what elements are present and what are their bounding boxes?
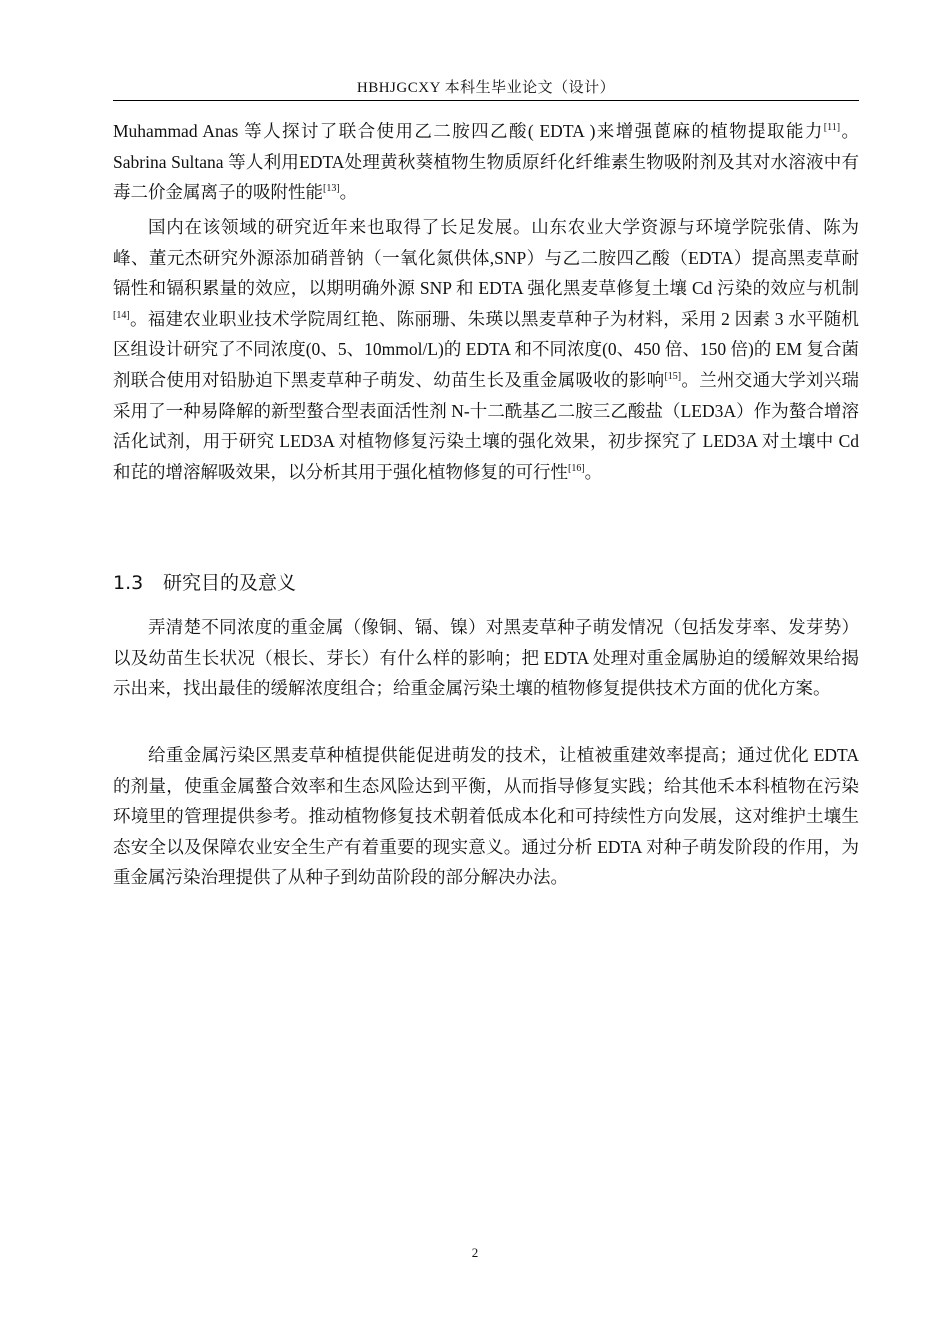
paragraph-research-purpose: 弄清楚不同浓度的重金属（像铜、镉、镍）对黑麦草种子萌发情况（包括发芽率、发芽势）以及幼苗生长状况（根长、芽长）有什么样的影响；把 EDTA 处理对重金属胁迫的缓解效果给揭示出来，找出最佳的缓解浓度组合；给重金属污染土壤的植物修复提供技术方面的优化方案。 xyxy=(113,617,859,699)
citation-ref: [15] xyxy=(664,371,682,383)
paragraph-text: 。 xyxy=(584,461,603,482)
paragraph-text: 。 xyxy=(840,121,860,141)
section-title: 研究目的及意义 xyxy=(163,572,297,594)
section-number: 1.3 xyxy=(113,572,144,594)
citation-ref: [16] xyxy=(568,462,585,474)
citation-ref: [14] xyxy=(113,309,130,321)
header-rule xyxy=(113,100,859,101)
citation-ref: [11] xyxy=(823,122,841,134)
paragraph-research-significance: 给重金属污染区黑麦草种植提供能促进萌发的技术，让植被重建效率提高；通过优化 EDTA 的剂量，使重金属螯合效率和生态风险达到平衡，从而指导修复实践；给其他禾本科植物在污染环境里的管理提供参考。推动植物修复技术朝着低成本化和可持续性方向发展，这对维护土壤生态安全以及保障农业安全生产有着重要的现实意义。通过分析 EDTA 对种子萌发阶段的作用，为重金属污染治理提供了从种子到幼苗阶段的部分解决办法。 xyxy=(113,745,859,888)
paragraph-text: Sabrina Sultana 等人利用EDTA处理黄秋葵植物生物质原纤化纤维素生物吸附剂及其对水溶液中有毒二价金属离子的吸附性能 xyxy=(113,151,859,203)
section-heading xyxy=(113,568,296,598)
paragraph-text: Muhammad Anas 等人探讨了联合使用乙二胺四乙酸( EDTA )来增强蓖麻的植物提取能力 xyxy=(113,121,824,141)
page-header: HBHJGCXY 本科生毕业论文（设计） xyxy=(356,80,616,96)
paragraph-text: 。 xyxy=(339,182,358,203)
paragraph-domestic-research xyxy=(113,212,859,487)
page-number: 2 xyxy=(471,1245,479,1260)
paragraph-text: 。福建农业职业技术学院周红艳、陈丽珊、朱瑛以黑麦草种子为材料，采用 2 因素 3 水平随机区组设计研究了不同浓度(0、5、10mmol/L)的 EDTA 和不同浓度(0、450 倍、150 倍)的 EM 复合菌剂联合使用对铅胁迫下黑麦草种子萌发、幼苗生长及重金属吸收的影响 xyxy=(113,308,859,390)
paragraph-text: 。兰州交通大学刘兴瑞采用了一种易降解的新型螯合型表面活性剂 N-十二酰基乙二胺三乙酸盐（LED3A）作为螯合增溶活化试剂，用于研究 LED3A 对植物修复污染土壤的强化效果，初步探究了 LED3A 对土壤中 Cd 和芘的增溶解吸效果，以分析其用于强化植物修复的可行性 xyxy=(113,369,860,482)
paragraph-intro-foreign-research xyxy=(113,116,859,208)
citation-ref: [13] xyxy=(323,183,340,195)
paragraph-text: 国内在该领域的研究近年来也取得了长足发展。山东农业大学资源与环境学院张倩、陈为峰、董元杰研究外源添加硝普钠（一氧化氮供体,SNP）与乙二胺四乙酸（EDTA）提高黑麦草耐镉性和镉积累量的效应，以期明确外源 SNP 和 EDTA 强化黑麦草修复土壤 Cd 污染的效应与机制 xyxy=(113,217,859,299)
